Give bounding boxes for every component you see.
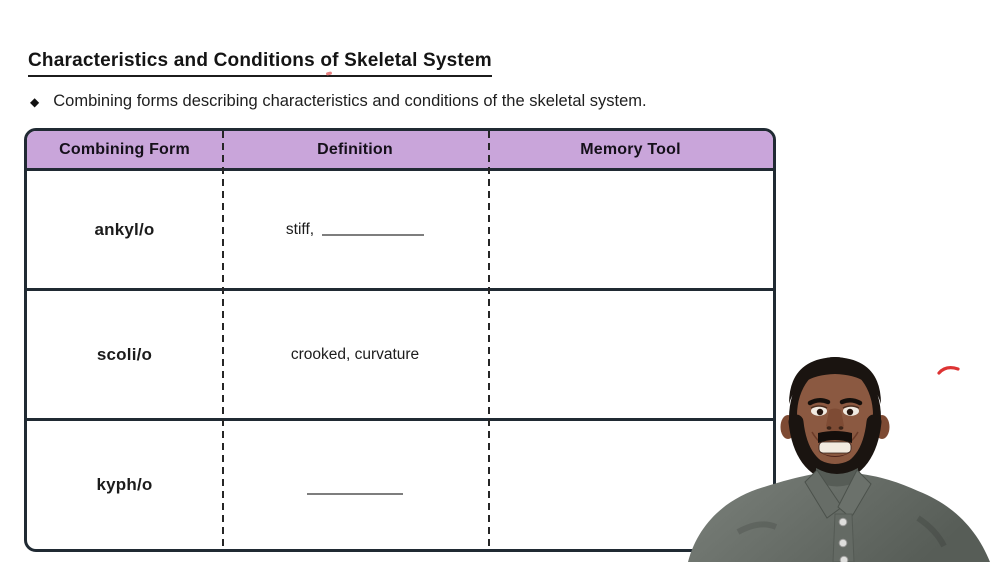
table-header-row [27, 131, 773, 171]
page-title: Characteristics and Conditions of Skeletal System [28, 50, 492, 77]
column-header-memory-tool: Memory Tool [580, 140, 681, 158]
intro-bullet [30, 92, 647, 111]
table-row [27, 421, 773, 549]
table-cell-memory-tool [488, 171, 773, 288]
presenter-figure [688, 357, 990, 562]
table-row [27, 291, 773, 421]
dashed-column-divider [488, 131, 490, 549]
fill-in-blank-line [307, 492, 403, 495]
column-header-definition: Definition [317, 140, 393, 158]
table-cell-definition [222, 171, 488, 288]
table-row [27, 171, 773, 291]
definition-text: stiff, [285, 220, 315, 238]
table-cell-term: kyph/o [96, 475, 153, 494]
red-pen-mark [936, 362, 962, 378]
definition-text: crooked, curvature [290, 345, 420, 363]
table-cell-definition [222, 291, 488, 418]
diamond-bullet-icon: ◆ [30, 94, 40, 109]
combining-forms-table [24, 128, 776, 552]
table-cell-definition [222, 421, 488, 549]
table-cell-term: scoli/o [96, 344, 153, 364]
column-header-combining-form: Combining Form [59, 140, 190, 158]
intro-bullet-text: Combining forms describing characteristics and conditions of the skeletal system. [53, 92, 647, 110]
fill-in-blank-line [322, 233, 424, 236]
dashed-column-divider [222, 131, 224, 549]
table-cell-term: ankyl/o [94, 219, 155, 239]
